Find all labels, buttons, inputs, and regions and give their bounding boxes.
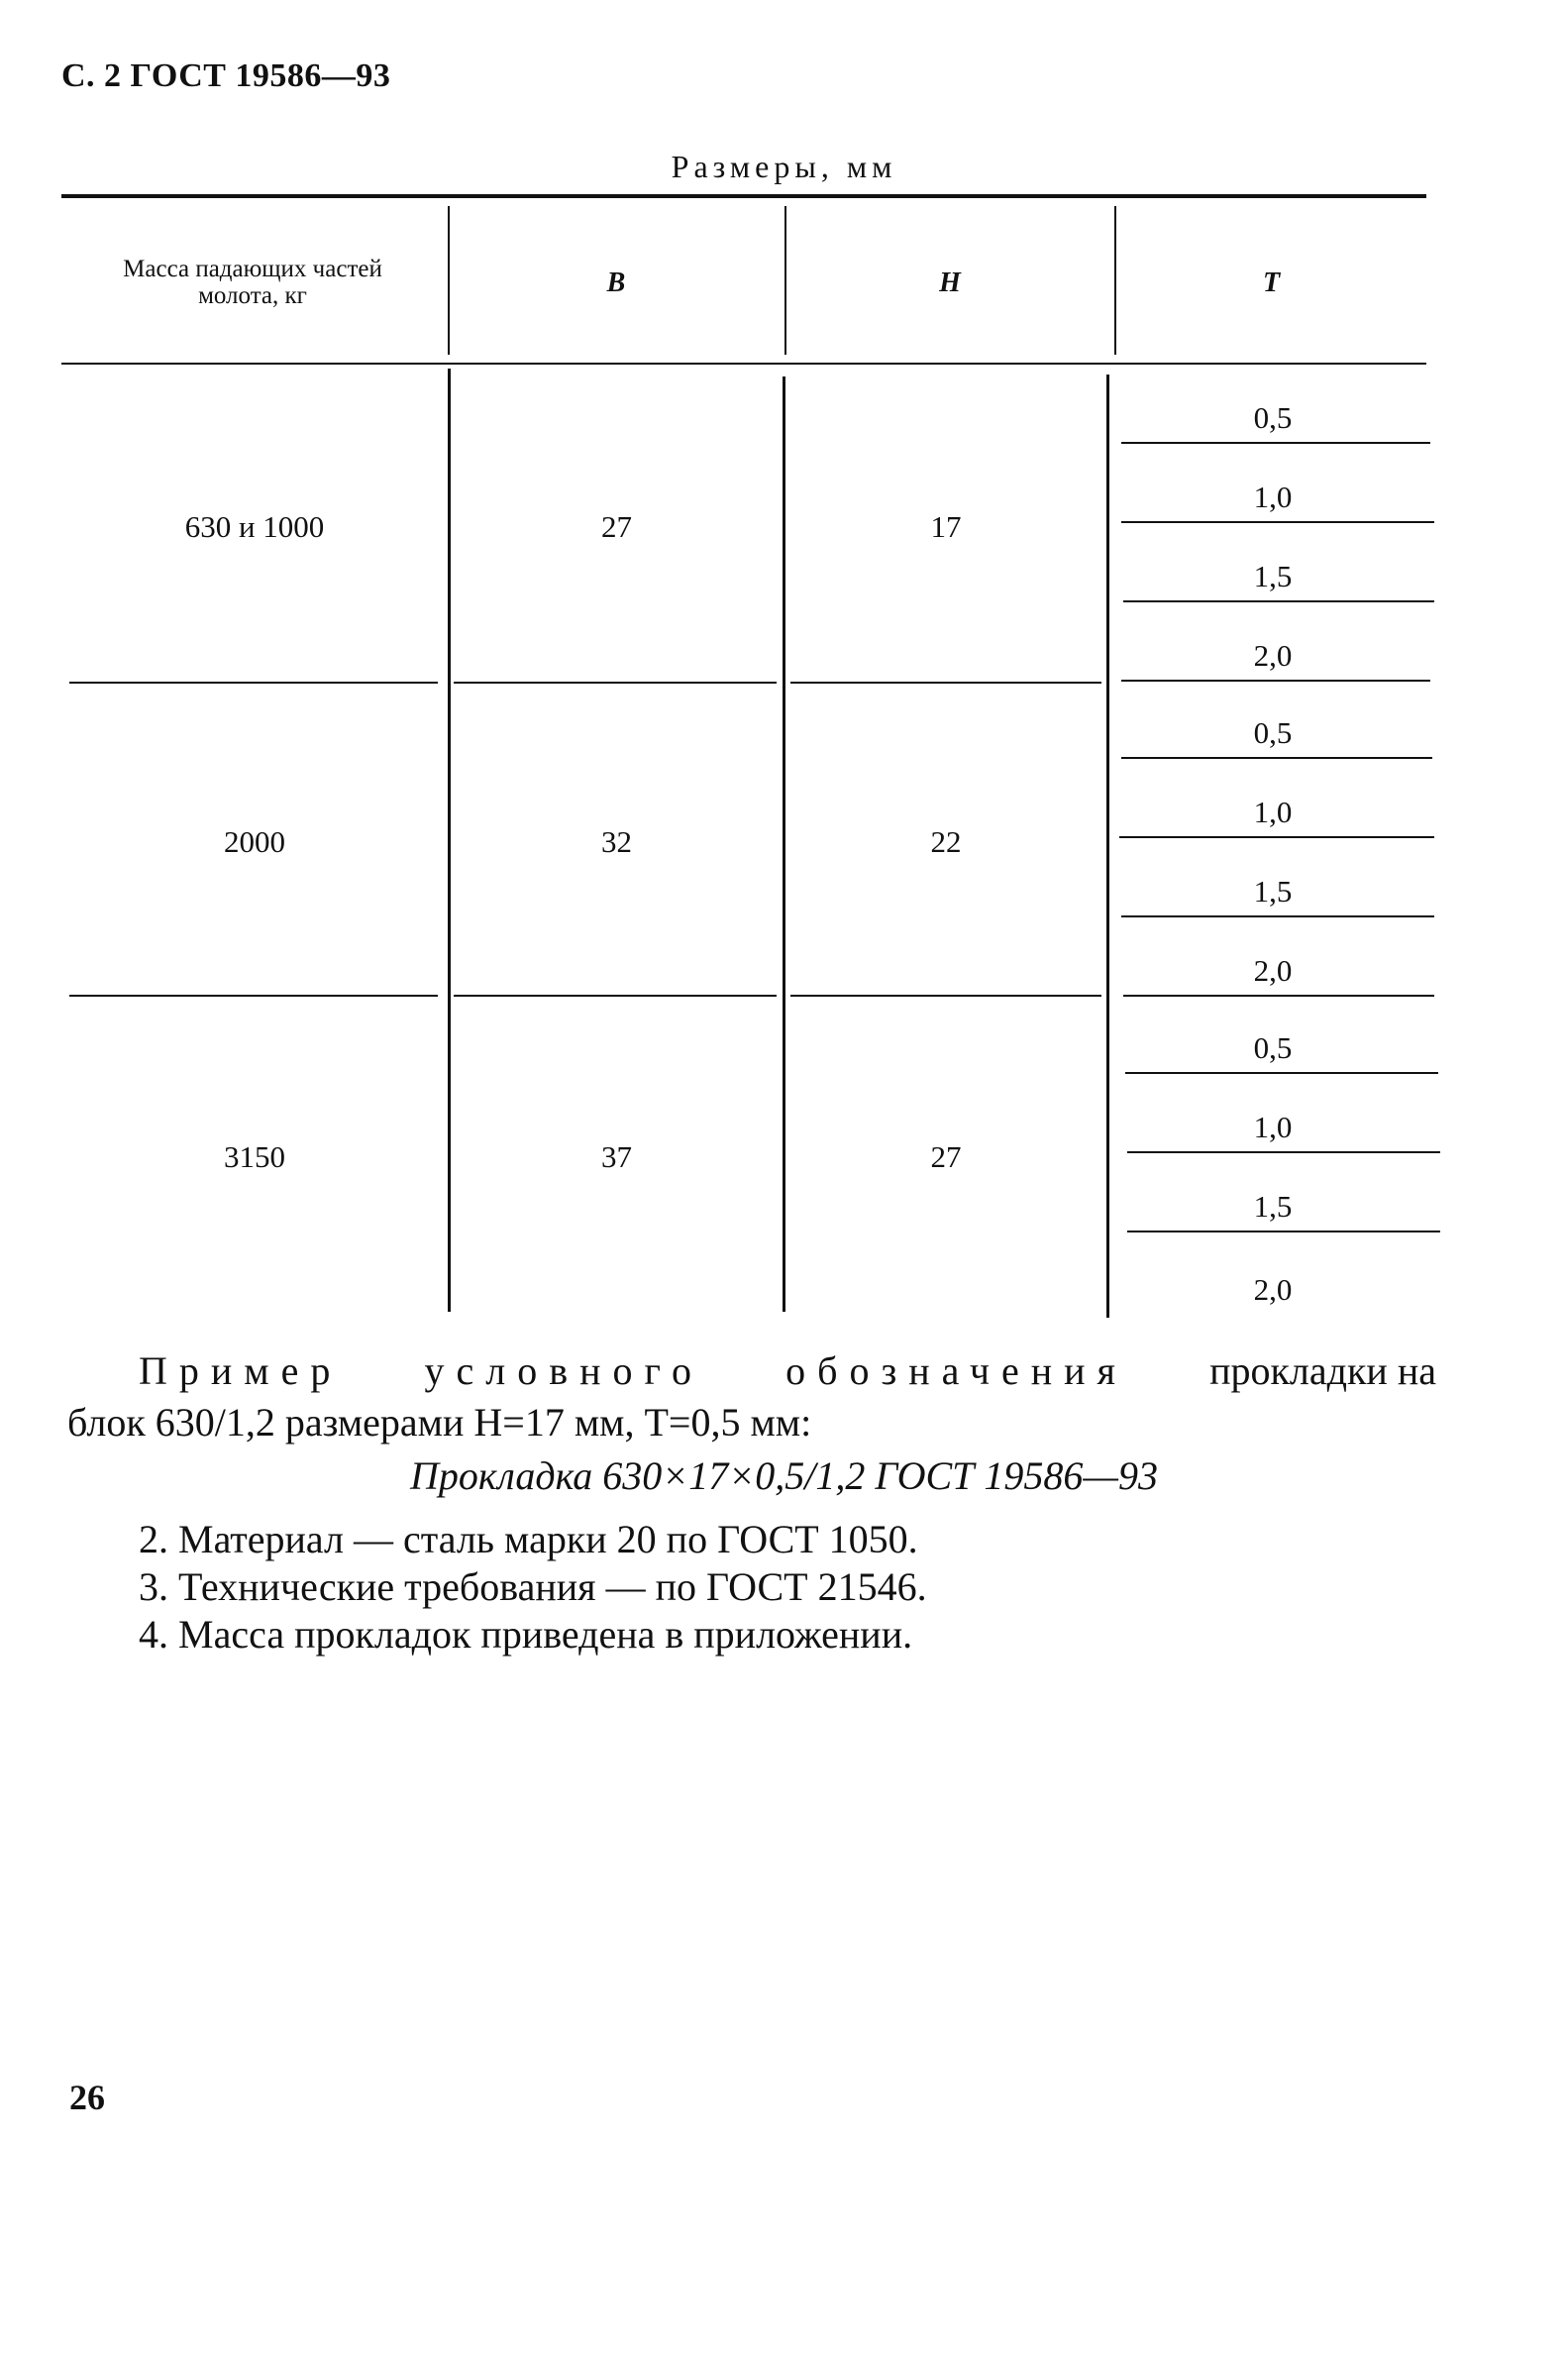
t-subrule: [1121, 521, 1434, 523]
header-t: T: [1262, 267, 1281, 298]
row-1-t-2: 1,0: [1253, 480, 1293, 514]
row-1-b: 27: [601, 509, 632, 544]
example-word-3: обозначения: [785, 1348, 1127, 1393]
t-subrule: [1123, 600, 1434, 602]
row-2-b: 32: [601, 824, 632, 859]
table-top-rule: [61, 194, 1426, 198]
t-subrule: [1119, 836, 1434, 838]
designation-example: Прокладка 630×17×0,5/1,2 ГОСТ 19586—93: [410, 1453, 1158, 1498]
note-4: 4. Масса прокладок приведена в приложении.: [139, 1612, 913, 1657]
header-bottom-rule: [61, 363, 1426, 365]
t-subrule: [1125, 1072, 1438, 1074]
units-caption: Размеры, мм: [671, 149, 897, 184]
row-2-t-3: 1,5: [1253, 874, 1293, 909]
row-2-t-2: 1,0: [1253, 795, 1293, 829]
row-separator-2: [69, 995, 438, 997]
row-separator-1: [454, 682, 777, 684]
row-separator-2: [790, 995, 1101, 997]
row-separator-1: [69, 682, 438, 684]
t-subrule: [1121, 757, 1432, 759]
example-line-2: блок 630/1,2 размерами H=17 мм, T=0,5 мм:: [67, 1400, 812, 1445]
row-2-mass: 2000: [224, 824, 285, 859]
row-3-t-4: 2,0: [1253, 1272, 1293, 1307]
header-b: B: [606, 267, 626, 298]
row-3-t-3: 1,5: [1253, 1189, 1293, 1224]
row-3-b: 37: [601, 1139, 632, 1174]
header-h: H: [939, 267, 961, 298]
row-3-t-1: 0,5: [1253, 1030, 1293, 1065]
example-line-1: [139, 1347, 1436, 1394]
page-header: С. 2 ГОСТ 19586—93: [61, 57, 391, 94]
t-subrule: [1127, 1151, 1440, 1153]
row-2-h: 22: [930, 824, 962, 859]
note-3: 3. Технические требования — по ГОСТ 21546.: [139, 1564, 927, 1609]
page-number: 26: [69, 2078, 105, 2117]
row-separator-2: [454, 995, 777, 997]
note-2: 2. Материал — сталь марки 20 по ГОСТ 1050.: [139, 1517, 918, 1561]
example-word-4: прокладки на: [1209, 1348, 1436, 1393]
t-subrule: [1121, 442, 1430, 444]
example-word-2: условного: [424, 1348, 703, 1393]
row-2-t-4: 2,0: [1253, 953, 1293, 988]
header-mass: Масса падающих частей молота, кг: [123, 255, 382, 309]
row-1-t-4: 2,0: [1253, 638, 1293, 673]
row-separator-2: [1123, 995, 1434, 997]
row-2-t-1: 0,5: [1253, 715, 1293, 750]
row-1-mass: 630 и 1000: [184, 509, 325, 544]
row-3-t-2: 1,0: [1253, 1110, 1293, 1144]
row-1-t-1: 0,5: [1253, 400, 1293, 435]
example-word-1: Пример: [139, 1348, 343, 1393]
row-separator-1: [790, 682, 1101, 684]
row-3-h: 27: [930, 1139, 962, 1174]
t-subrule: [1121, 915, 1434, 917]
row-separator-1: [1121, 680, 1430, 682]
t-subrule: [1127, 1231, 1440, 1232]
row-1-h: 17: [930, 509, 962, 544]
row-3-mass: 3150: [224, 1139, 285, 1174]
row-1-t-3: 1,5: [1253, 559, 1293, 593]
